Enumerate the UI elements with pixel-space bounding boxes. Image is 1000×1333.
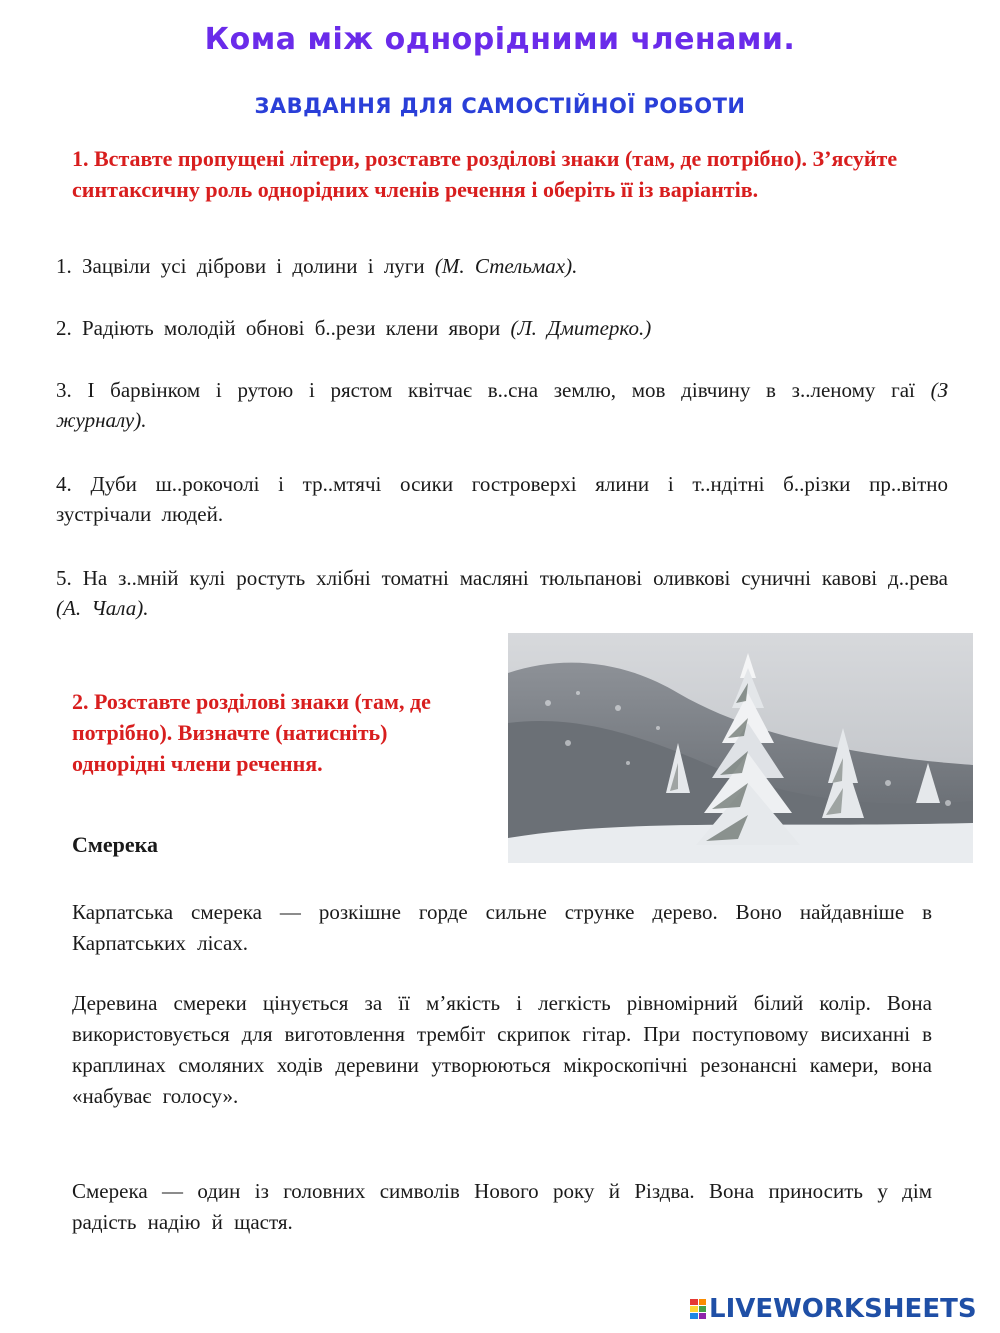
sentence-source: (З журналу). — [56, 378, 948, 432]
sentence-text: 4. Дуби ш..рокочолі і тр..мтячі осики гостроверхі ялини і т..ндітні б..різки пр..вітно зустрічали людей. — [56, 472, 948, 526]
sentence-1 — [56, 251, 948, 281]
sentence-text: 2. Радіють молодій обнові б..рези клени явори — [56, 316, 511, 340]
page-subtitle: ЗАВДАННЯ ДЛЯ САМОСТІЙНОЇ РОБОТИ — [254, 94, 746, 118]
task1-heading: 1. Вставте пропущені літери, розставте розділові знаки (там, де потрібно). З’ясуйте синтаксичну роль однорідних членів речення і оберіть її із варіантів. — [72, 146, 898, 202]
logo-text: LIVEWORKSHEETS — [709, 1294, 977, 1324]
text-title: Смерека — [72, 832, 158, 857]
sentence-text: 3. І барвінком і рутою і рястом квітчає в..сна землю, мов дівчину в з..леному гаї — [56, 378, 931, 402]
logo-mark-icon — [690, 1299, 706, 1319]
task2-heading: 2. Розставте розділові знаки (там, де потрібно). Визначте (натисніть) однорідні члени речення. — [72, 689, 431, 776]
sentence-5 — [56, 563, 948, 623]
sentence-text: 1. Зацвіли усі діброви і долини і луги — [56, 254, 435, 278]
sentence-3 — [56, 375, 948, 435]
sentence-2 — [56, 313, 948, 343]
spruce-forest-icon — [508, 633, 973, 863]
page-title: Кома між однорідними членами. — [204, 22, 796, 57]
paragraph-2: Деревина смереки цінується за її м’якість і легкість рівномірний білий колір. Вона використовується для виготовлення трембіт скрипок гітар. При поступовому висиханні в краплинах смоляних ходів деревини утворюються мікроскопічні резонансні камери, вона «набуває голосу». — [72, 991, 932, 1108]
paragraph-3: Смерека — один із головних символів Нового року й Різдва. Вона приносить у дім радість надію й щастя. — [72, 1179, 932, 1234]
sentence-source: (А. Чала). — [56, 596, 149, 620]
paragraph-1: Карпатська смерека — розкішне горде сильне струнке дерево. Воно найдавніше в Карпатських лісах. — [72, 900, 932, 955]
liveworksheets-logo[interactable] — [690, 1291, 990, 1327]
sentence-4 — [56, 469, 948, 529]
snowy-spruce-photo — [508, 633, 973, 863]
sentence-source: (М. Стельмах). — [434, 254, 578, 278]
sentence-text: 5. На з..мній кулі ростуть хлібні томатні масляні тюльпанові оливкові суничні кавові д..рева — [56, 566, 948, 590]
sentence-source: (Л. Дмитерко.) — [510, 316, 652, 340]
